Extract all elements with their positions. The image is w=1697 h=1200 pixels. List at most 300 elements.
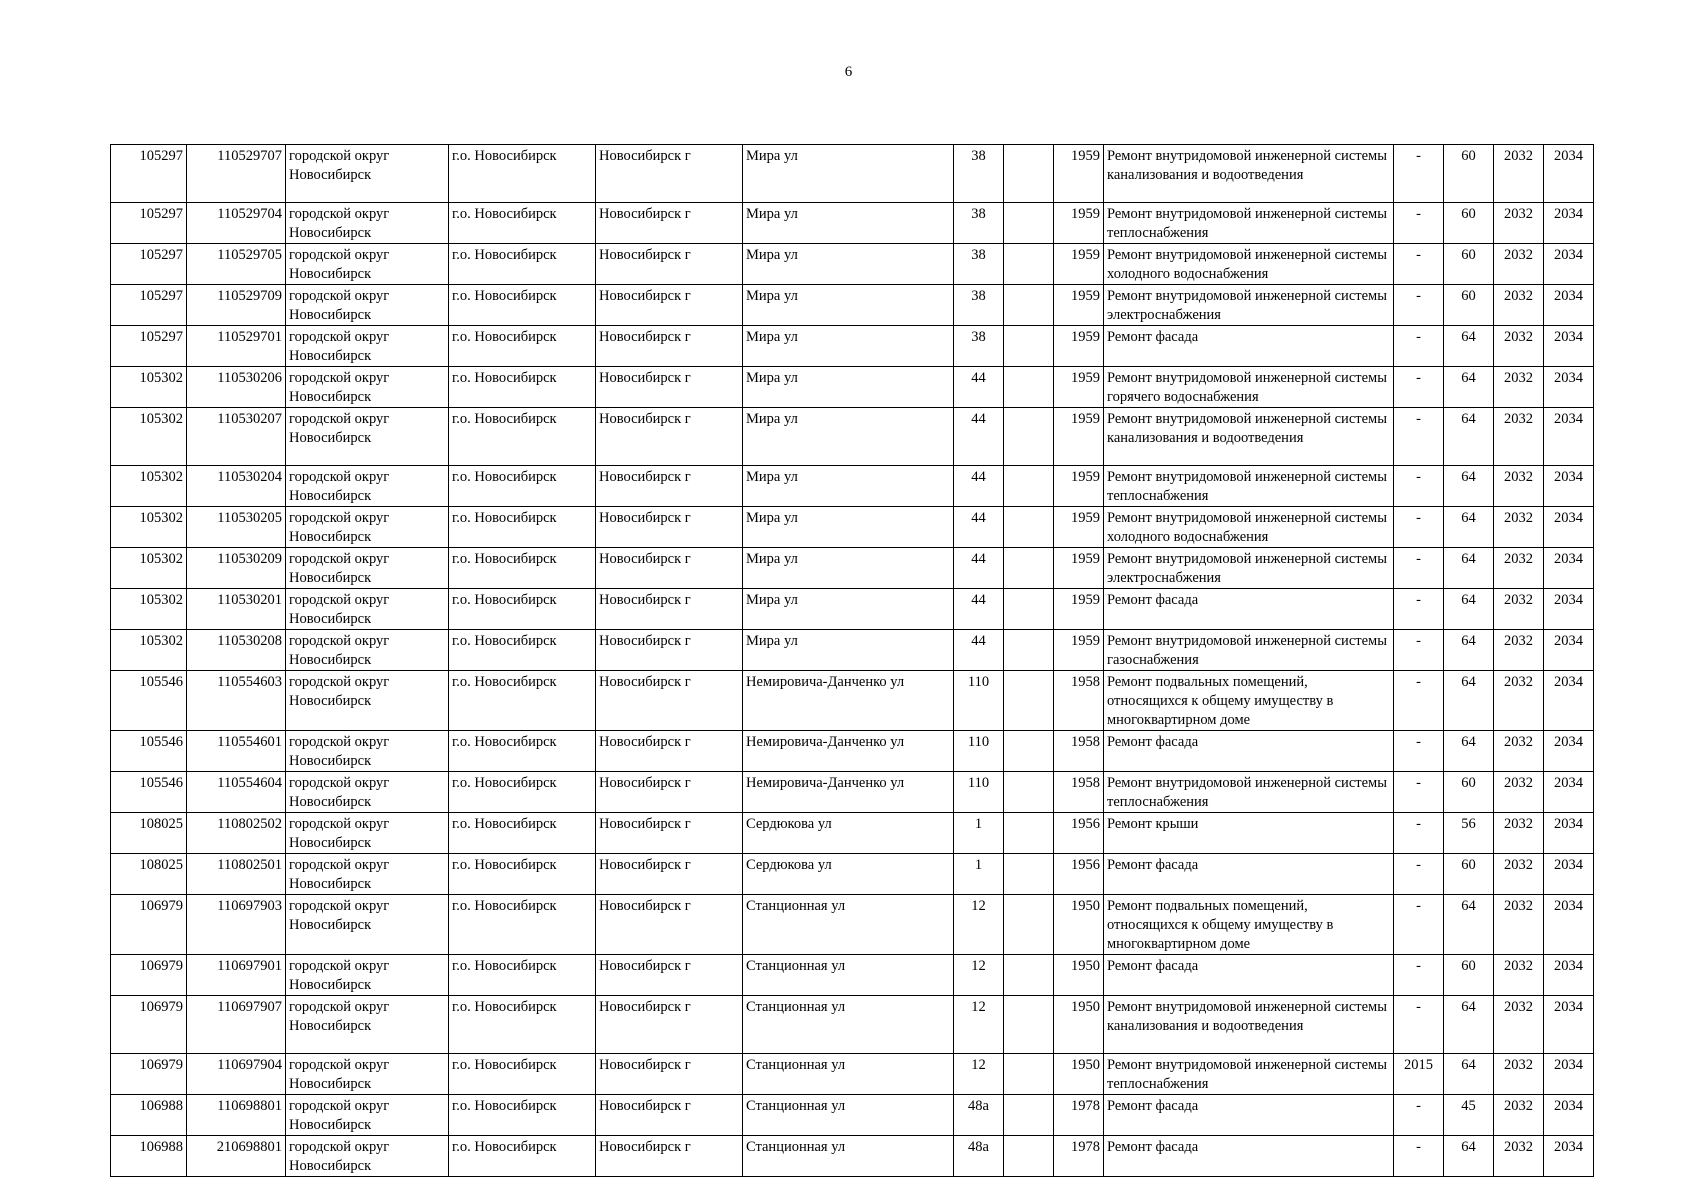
plan-end-cell: 2034	[1544, 1095, 1594, 1136]
plan-end-cell: 2034	[1544, 507, 1594, 548]
settlement-cell: г.о. Новосибирск	[449, 1095, 596, 1136]
table-row	[111, 244, 1594, 285]
plan-end-cell: 2034	[1544, 996, 1594, 1054]
city-cell: Новосибирск г	[596, 731, 743, 772]
house-number-cell: 44	[954, 507, 1004, 548]
wear-cell: 64	[1444, 466, 1494, 507]
district-cell: городской округ Новосибирск	[286, 244, 449, 285]
city-cell: Новосибирск г	[596, 589, 743, 630]
settlement-cell: г.о. Новосибирск	[449, 996, 596, 1054]
work-type-cell: Ремонт фасада	[1104, 326, 1394, 367]
street-cell: Мира ул	[743, 285, 954, 326]
settlement-cell: г.о. Новосибирск	[449, 589, 596, 630]
house-id-cell: 106979	[111, 1054, 187, 1095]
city-cell: Новосибирск г	[596, 630, 743, 671]
plan-end-cell: 2034	[1544, 772, 1594, 813]
building-cell	[1004, 548, 1054, 589]
plan-start-cell: 2032	[1494, 813, 1544, 854]
wear-cell: 64	[1444, 731, 1494, 772]
plan-start-cell: 2032	[1494, 854, 1544, 895]
previous-repair-cell: -	[1394, 813, 1444, 854]
district-cell: городской округ Новосибирск	[286, 285, 449, 326]
work-type-cell: Ремонт фасада	[1104, 589, 1394, 630]
city-cell: Новосибирск г	[596, 244, 743, 285]
work-code-cell: 110697903	[187, 895, 286, 955]
previous-repair-cell: -	[1394, 285, 1444, 326]
street-cell: Мира ул	[743, 367, 954, 408]
district-cell: городской округ Новосибирск	[286, 996, 449, 1054]
page-number: 6	[844, 64, 853, 80]
plan-start-cell: 2032	[1494, 285, 1544, 326]
work-type-cell: Ремонт внутридомовой инженерной системы электроснабжения	[1104, 285, 1394, 326]
house-id-cell: 105546	[111, 731, 187, 772]
build-year-cell: 1978	[1054, 1136, 1104, 1177]
build-year-cell: 1950	[1054, 996, 1104, 1054]
table-row	[111, 367, 1594, 408]
table-row	[111, 731, 1594, 772]
building-cell	[1004, 244, 1054, 285]
build-year-cell: 1958	[1054, 671, 1104, 731]
previous-repair-cell: -	[1394, 772, 1444, 813]
house-id-cell: 105546	[111, 671, 187, 731]
work-code-cell: 210698801	[187, 1136, 286, 1177]
wear-cell: 60	[1444, 285, 1494, 326]
wear-cell: 60	[1444, 955, 1494, 996]
house-id-cell: 105297	[111, 326, 187, 367]
work-type-cell: Ремонт внутридомовой инженерной системы канализования и водоотведения	[1104, 996, 1394, 1054]
plan-start-cell: 2032	[1494, 589, 1544, 630]
wear-cell: 64	[1444, 507, 1494, 548]
build-year-cell: 1958	[1054, 731, 1104, 772]
build-year-cell: 1959	[1054, 466, 1104, 507]
wear-cell: 64	[1444, 630, 1494, 671]
building-cell	[1004, 589, 1054, 630]
district-cell: городской округ Новосибирск	[286, 630, 449, 671]
building-cell	[1004, 408, 1054, 466]
house-id-cell: 105297	[111, 203, 187, 244]
build-year-cell: 1959	[1054, 203, 1104, 244]
district-cell: городской округ Новосибирск	[286, 466, 449, 507]
previous-repair-cell: -	[1394, 955, 1444, 996]
settlement-cell: г.о. Новосибирск	[449, 955, 596, 996]
street-cell: Мира ул	[743, 408, 954, 466]
district-cell: городской округ Новосибирск	[286, 145, 449, 203]
work-type-cell: Ремонт подвальных помещений, относящихся к общему имуществу в многоквартирном доме	[1104, 671, 1394, 731]
district-cell: городской округ Новосибирск	[286, 1095, 449, 1136]
work-code-cell: 110529701	[187, 326, 286, 367]
street-cell: Мира ул	[743, 244, 954, 285]
build-year-cell: 1978	[1054, 1095, 1104, 1136]
work-type-cell: Ремонт внутридомовой инженерной системы теплоснабжения	[1104, 1054, 1394, 1095]
building-cell	[1004, 203, 1054, 244]
build-year-cell: 1959	[1054, 630, 1104, 671]
plan-end-cell: 2034	[1544, 813, 1594, 854]
settlement-cell: г.о. Новосибирск	[449, 285, 596, 326]
street-cell: Мира ул	[743, 203, 954, 244]
district-cell: городской округ Новосибирск	[286, 772, 449, 813]
house-number-cell: 44	[954, 589, 1004, 630]
wear-cell: 64	[1444, 895, 1494, 955]
work-type-cell: Ремонт внутридомовой инженерной системы газоснабжения	[1104, 630, 1394, 671]
build-year-cell: 1956	[1054, 854, 1104, 895]
city-cell: Новосибирск г	[596, 1095, 743, 1136]
city-cell: Новосибирск г	[596, 854, 743, 895]
plan-start-cell: 2032	[1494, 1095, 1544, 1136]
building-cell	[1004, 326, 1054, 367]
plan-start-cell: 2032	[1494, 1136, 1544, 1177]
district-cell: городской округ Новосибирск	[286, 854, 449, 895]
plan-end-cell: 2034	[1544, 244, 1594, 285]
house-number-cell: 12	[954, 895, 1004, 955]
work-code-cell: 110554601	[187, 731, 286, 772]
settlement-cell: г.о. Новосибирск	[449, 671, 596, 731]
city-cell: Новосибирск г	[596, 507, 743, 548]
plan-start-cell: 2032	[1494, 731, 1544, 772]
settlement-cell: г.о. Новосибирск	[449, 630, 596, 671]
building-cell	[1004, 1095, 1054, 1136]
settlement-cell: г.о. Новосибирск	[449, 772, 596, 813]
work-code-cell: 110698801	[187, 1095, 286, 1136]
wear-cell: 64	[1444, 548, 1494, 589]
building-cell	[1004, 996, 1054, 1054]
house-number-cell: 12	[954, 1054, 1004, 1095]
work-code-cell: 110530201	[187, 589, 286, 630]
building-cell	[1004, 772, 1054, 813]
city-cell: Новосибирск г	[596, 145, 743, 203]
wear-cell: 64	[1444, 996, 1494, 1054]
city-cell: Новосибирск г	[596, 203, 743, 244]
settlement-cell: г.о. Новосибирск	[449, 1054, 596, 1095]
house-number-cell: 1	[954, 813, 1004, 854]
city-cell: Новосибирск г	[596, 895, 743, 955]
table-row	[111, 145, 1594, 203]
building-cell	[1004, 1054, 1054, 1095]
plan-start-cell: 2032	[1494, 145, 1544, 203]
table-row	[111, 285, 1594, 326]
work-code-cell: 110529709	[187, 285, 286, 326]
house-number-cell: 110	[954, 671, 1004, 731]
street-cell: Мира ул	[743, 548, 954, 589]
city-cell: Новосибирск г	[596, 772, 743, 813]
house-number-cell: 48а	[954, 1095, 1004, 1136]
previous-repair-cell: -	[1394, 895, 1444, 955]
house-number-cell: 38	[954, 326, 1004, 367]
city-cell: Новосибирск г	[596, 285, 743, 326]
previous-repair-cell: -	[1394, 731, 1444, 772]
plan-start-cell: 2032	[1494, 244, 1544, 285]
table-row	[111, 854, 1594, 895]
settlement-cell: г.о. Новосибирск	[449, 408, 596, 466]
city-cell: Новосибирск г	[596, 548, 743, 589]
city-cell: Новосибирск г	[596, 466, 743, 507]
plan-start-cell: 2032	[1494, 367, 1544, 408]
plan-start-cell: 2032	[1494, 548, 1544, 589]
house-number-cell: 12	[954, 955, 1004, 996]
work-type-cell: Ремонт фасада	[1104, 955, 1394, 996]
street-cell: Мира ул	[743, 466, 954, 507]
table-row	[111, 772, 1594, 813]
previous-repair-cell: -	[1394, 996, 1444, 1054]
building-cell	[1004, 671, 1054, 731]
house-id-cell: 106979	[111, 955, 187, 996]
work-code-cell: 110530208	[187, 630, 286, 671]
city-cell: Новосибирск г	[596, 1136, 743, 1177]
building-cell	[1004, 854, 1054, 895]
work-type-cell: Ремонт фасада	[1104, 1095, 1394, 1136]
building-cell	[1004, 630, 1054, 671]
build-year-cell: 1959	[1054, 507, 1104, 548]
building-cell	[1004, 1136, 1054, 1177]
build-year-cell: 1950	[1054, 895, 1104, 955]
settlement-cell: г.о. Новосибирск	[449, 854, 596, 895]
plan-end-cell: 2034	[1544, 895, 1594, 955]
work-code-cell: 110530204	[187, 466, 286, 507]
wear-cell: 64	[1444, 408, 1494, 466]
table-row	[111, 1136, 1594, 1177]
work-code-cell: 110529705	[187, 244, 286, 285]
plan-end-cell: 2034	[1544, 1054, 1594, 1095]
street-cell: Немировича-Данченко ул	[743, 731, 954, 772]
previous-repair-cell: -	[1394, 671, 1444, 731]
house-id-cell: 105302	[111, 367, 187, 408]
settlement-cell: г.о. Новосибирск	[449, 244, 596, 285]
plan-end-cell: 2034	[1544, 589, 1594, 630]
building-cell	[1004, 466, 1054, 507]
district-cell: городской округ Новосибирск	[286, 895, 449, 955]
wear-cell: 64	[1444, 1136, 1494, 1177]
house-number-cell: 1	[954, 854, 1004, 895]
street-cell: Станционная ул	[743, 996, 954, 1054]
wear-cell: 60	[1444, 145, 1494, 203]
district-cell: городской округ Новосибирск	[286, 507, 449, 548]
plan-end-cell: 2034	[1544, 203, 1594, 244]
city-cell: Новосибирск г	[596, 408, 743, 466]
previous-repair-cell: -	[1394, 1136, 1444, 1177]
table-row	[111, 326, 1594, 367]
street-cell: Мира ул	[743, 630, 954, 671]
district-cell: городской округ Новосибирск	[286, 813, 449, 854]
district-cell: городской округ Новосибирск	[286, 548, 449, 589]
build-year-cell: 1959	[1054, 367, 1104, 408]
settlement-cell: г.о. Новосибирск	[449, 895, 596, 955]
table-row	[111, 589, 1594, 630]
table-row	[111, 408, 1594, 466]
plan-end-cell: 2034	[1544, 731, 1594, 772]
house-id-cell: 105297	[111, 244, 187, 285]
district-cell: городской округ Новосибирск	[286, 955, 449, 996]
house-id-cell: 105302	[111, 548, 187, 589]
city-cell: Новосибирск г	[596, 1054, 743, 1095]
plan-end-cell: 2034	[1544, 955, 1594, 996]
house-id-cell: 105302	[111, 507, 187, 548]
house-id-cell: 105302	[111, 589, 187, 630]
work-code-cell: 110554603	[187, 671, 286, 731]
work-code-cell: 110554604	[187, 772, 286, 813]
house-number-cell: 44	[954, 466, 1004, 507]
building-cell	[1004, 367, 1054, 408]
building-cell	[1004, 145, 1054, 203]
settlement-cell: г.о. Новосибирск	[449, 548, 596, 589]
settlement-cell: г.о. Новосибирск	[449, 203, 596, 244]
plan-start-cell: 2032	[1494, 772, 1544, 813]
city-cell: Новосибирск г	[596, 367, 743, 408]
house-id-cell: 108025	[111, 854, 187, 895]
house-number-cell: 110	[954, 772, 1004, 813]
city-cell: Новосибирск г	[596, 671, 743, 731]
street-cell: Немировича-Данченко ул	[743, 772, 954, 813]
house-number-cell: 44	[954, 548, 1004, 589]
plan-start-cell: 2032	[1494, 955, 1544, 996]
city-cell: Новосибирск г	[596, 813, 743, 854]
plan-end-cell: 2034	[1544, 466, 1594, 507]
house-id-cell: 106979	[111, 996, 187, 1054]
wear-cell: 60	[1444, 244, 1494, 285]
building-cell	[1004, 955, 1054, 996]
previous-repair-cell: -	[1394, 507, 1444, 548]
plan-end-cell: 2034	[1544, 285, 1594, 326]
district-cell: городской округ Новосибирск	[286, 203, 449, 244]
house-number-cell: 110	[954, 731, 1004, 772]
street-cell: Станционная ул	[743, 955, 954, 996]
previous-repair-cell: -	[1394, 367, 1444, 408]
settlement-cell: г.о. Новосибирск	[449, 507, 596, 548]
house-number-cell: 44	[954, 408, 1004, 466]
house-number-cell: 44	[954, 630, 1004, 671]
table-row	[111, 955, 1594, 996]
build-year-cell: 1959	[1054, 408, 1104, 466]
table-row	[111, 895, 1594, 955]
street-cell: Станционная ул	[743, 1054, 954, 1095]
previous-repair-cell: -	[1394, 1095, 1444, 1136]
building-cell	[1004, 507, 1054, 548]
previous-repair-cell: -	[1394, 203, 1444, 244]
building-cell	[1004, 895, 1054, 955]
table-row	[111, 671, 1594, 731]
work-type-cell: Ремонт внутридомовой инженерной системы горячего водоснабжения	[1104, 367, 1394, 408]
plan-end-cell: 2034	[1544, 630, 1594, 671]
district-cell: городской округ Новосибирск	[286, 326, 449, 367]
table-body	[111, 145, 1594, 1177]
wear-cell: 60	[1444, 203, 1494, 244]
house-id-cell: 106988	[111, 1136, 187, 1177]
street-cell: Мира ул	[743, 507, 954, 548]
house-number-cell: 48а	[954, 1136, 1004, 1177]
district-cell: городской округ Новосибирск	[286, 1136, 449, 1177]
house-id-cell: 106988	[111, 1095, 187, 1136]
table-row	[111, 996, 1594, 1054]
house-number-cell: 38	[954, 203, 1004, 244]
house-id-cell: 105297	[111, 145, 187, 203]
work-type-cell: Ремонт крыши	[1104, 813, 1394, 854]
wear-cell: 60	[1444, 854, 1494, 895]
work-type-cell: Ремонт подвальных помещений, относящихся к общему имуществу в многоквартирном доме	[1104, 895, 1394, 955]
build-year-cell: 1959	[1054, 589, 1104, 630]
street-cell: Станционная ул	[743, 1095, 954, 1136]
previous-repair-cell: -	[1394, 854, 1444, 895]
previous-repair-cell: -	[1394, 244, 1444, 285]
work-code-cell: 110697907	[187, 996, 286, 1054]
work-code-cell: 110530209	[187, 548, 286, 589]
street-cell: Сердюкова ул	[743, 813, 954, 854]
previous-repair-cell: -	[1394, 145, 1444, 203]
street-cell: Станционная ул	[743, 1136, 954, 1177]
house-id-cell: 106979	[111, 895, 187, 955]
build-year-cell: 1950	[1054, 955, 1104, 996]
house-number-cell: 44	[954, 367, 1004, 408]
house-number-cell: 38	[954, 244, 1004, 285]
build-year-cell: 1959	[1054, 244, 1104, 285]
build-year-cell: 1959	[1054, 145, 1104, 203]
work-type-cell: Ремонт фасада	[1104, 1136, 1394, 1177]
previous-repair-cell: -	[1394, 408, 1444, 466]
table-row	[111, 203, 1594, 244]
table-row	[111, 630, 1594, 671]
wear-cell: 60	[1444, 772, 1494, 813]
work-type-cell: Ремонт фасада	[1104, 731, 1394, 772]
street-cell: Мира ул	[743, 589, 954, 630]
plan-end-cell: 2034	[1544, 671, 1594, 731]
wear-cell: 64	[1444, 589, 1494, 630]
house-number-cell: 38	[954, 285, 1004, 326]
work-code-cell: 110529707	[187, 145, 286, 203]
city-cell: Новосибирск г	[596, 955, 743, 996]
plan-start-cell: 2032	[1494, 996, 1544, 1054]
house-id-cell: 108025	[111, 813, 187, 854]
plan-end-cell: 2034	[1544, 367, 1594, 408]
district-cell: городской округ Новосибирск	[286, 731, 449, 772]
plan-end-cell: 2034	[1544, 854, 1594, 895]
plan-start-cell: 2032	[1494, 408, 1544, 466]
district-cell: городской округ Новосибирск	[286, 671, 449, 731]
plan-end-cell: 2034	[1544, 548, 1594, 589]
district-cell: городской округ Новосибирск	[286, 1054, 449, 1095]
work-code-cell: 110697904	[187, 1054, 286, 1095]
settlement-cell: г.о. Новосибирск	[449, 326, 596, 367]
build-year-cell: 1958	[1054, 772, 1104, 813]
plan-start-cell: 2032	[1494, 203, 1544, 244]
previous-repair-cell: -	[1394, 630, 1444, 671]
district-cell: городской округ Новосибирск	[286, 367, 449, 408]
street-cell: Немировича-Данченко ул	[743, 671, 954, 731]
plan-start-cell: 2032	[1494, 630, 1544, 671]
plan-end-cell: 2034	[1544, 408, 1594, 466]
house-number-cell: 12	[954, 996, 1004, 1054]
city-cell: Новосибирск г	[596, 326, 743, 367]
wear-cell: 64	[1444, 1054, 1494, 1095]
house-number-cell: 38	[954, 145, 1004, 203]
work-type-cell: Ремонт внутридомовой инженерной системы теплоснабжения	[1104, 203, 1394, 244]
work-type-cell: Ремонт внутридомовой инженерной системы холодного водоснабжения	[1104, 244, 1394, 285]
wear-cell: 64	[1444, 326, 1494, 367]
table-row	[111, 507, 1594, 548]
plan-start-cell: 2032	[1494, 895, 1544, 955]
work-type-cell: Ремонт внутридомовой инженерной системы канализования и водоотведения	[1104, 408, 1394, 466]
street-cell: Мира ул	[743, 145, 954, 203]
house-id-cell: 105302	[111, 408, 187, 466]
wear-cell: 56	[1444, 813, 1494, 854]
house-id-cell: 105546	[111, 772, 187, 813]
table-row	[111, 466, 1594, 507]
repair-registry-table	[110, 144, 1594, 1177]
previous-repair-cell: 2015	[1394, 1054, 1444, 1095]
wear-cell: 64	[1444, 367, 1494, 408]
plan-start-cell: 2032	[1494, 507, 1544, 548]
district-cell: городской округ Новосибирск	[286, 589, 449, 630]
settlement-cell: г.о. Новосибирск	[449, 731, 596, 772]
settlement-cell: г.о. Новосибирск	[449, 466, 596, 507]
work-code-cell: 110530206	[187, 367, 286, 408]
settlement-cell: г.о. Новосибирск	[449, 1136, 596, 1177]
